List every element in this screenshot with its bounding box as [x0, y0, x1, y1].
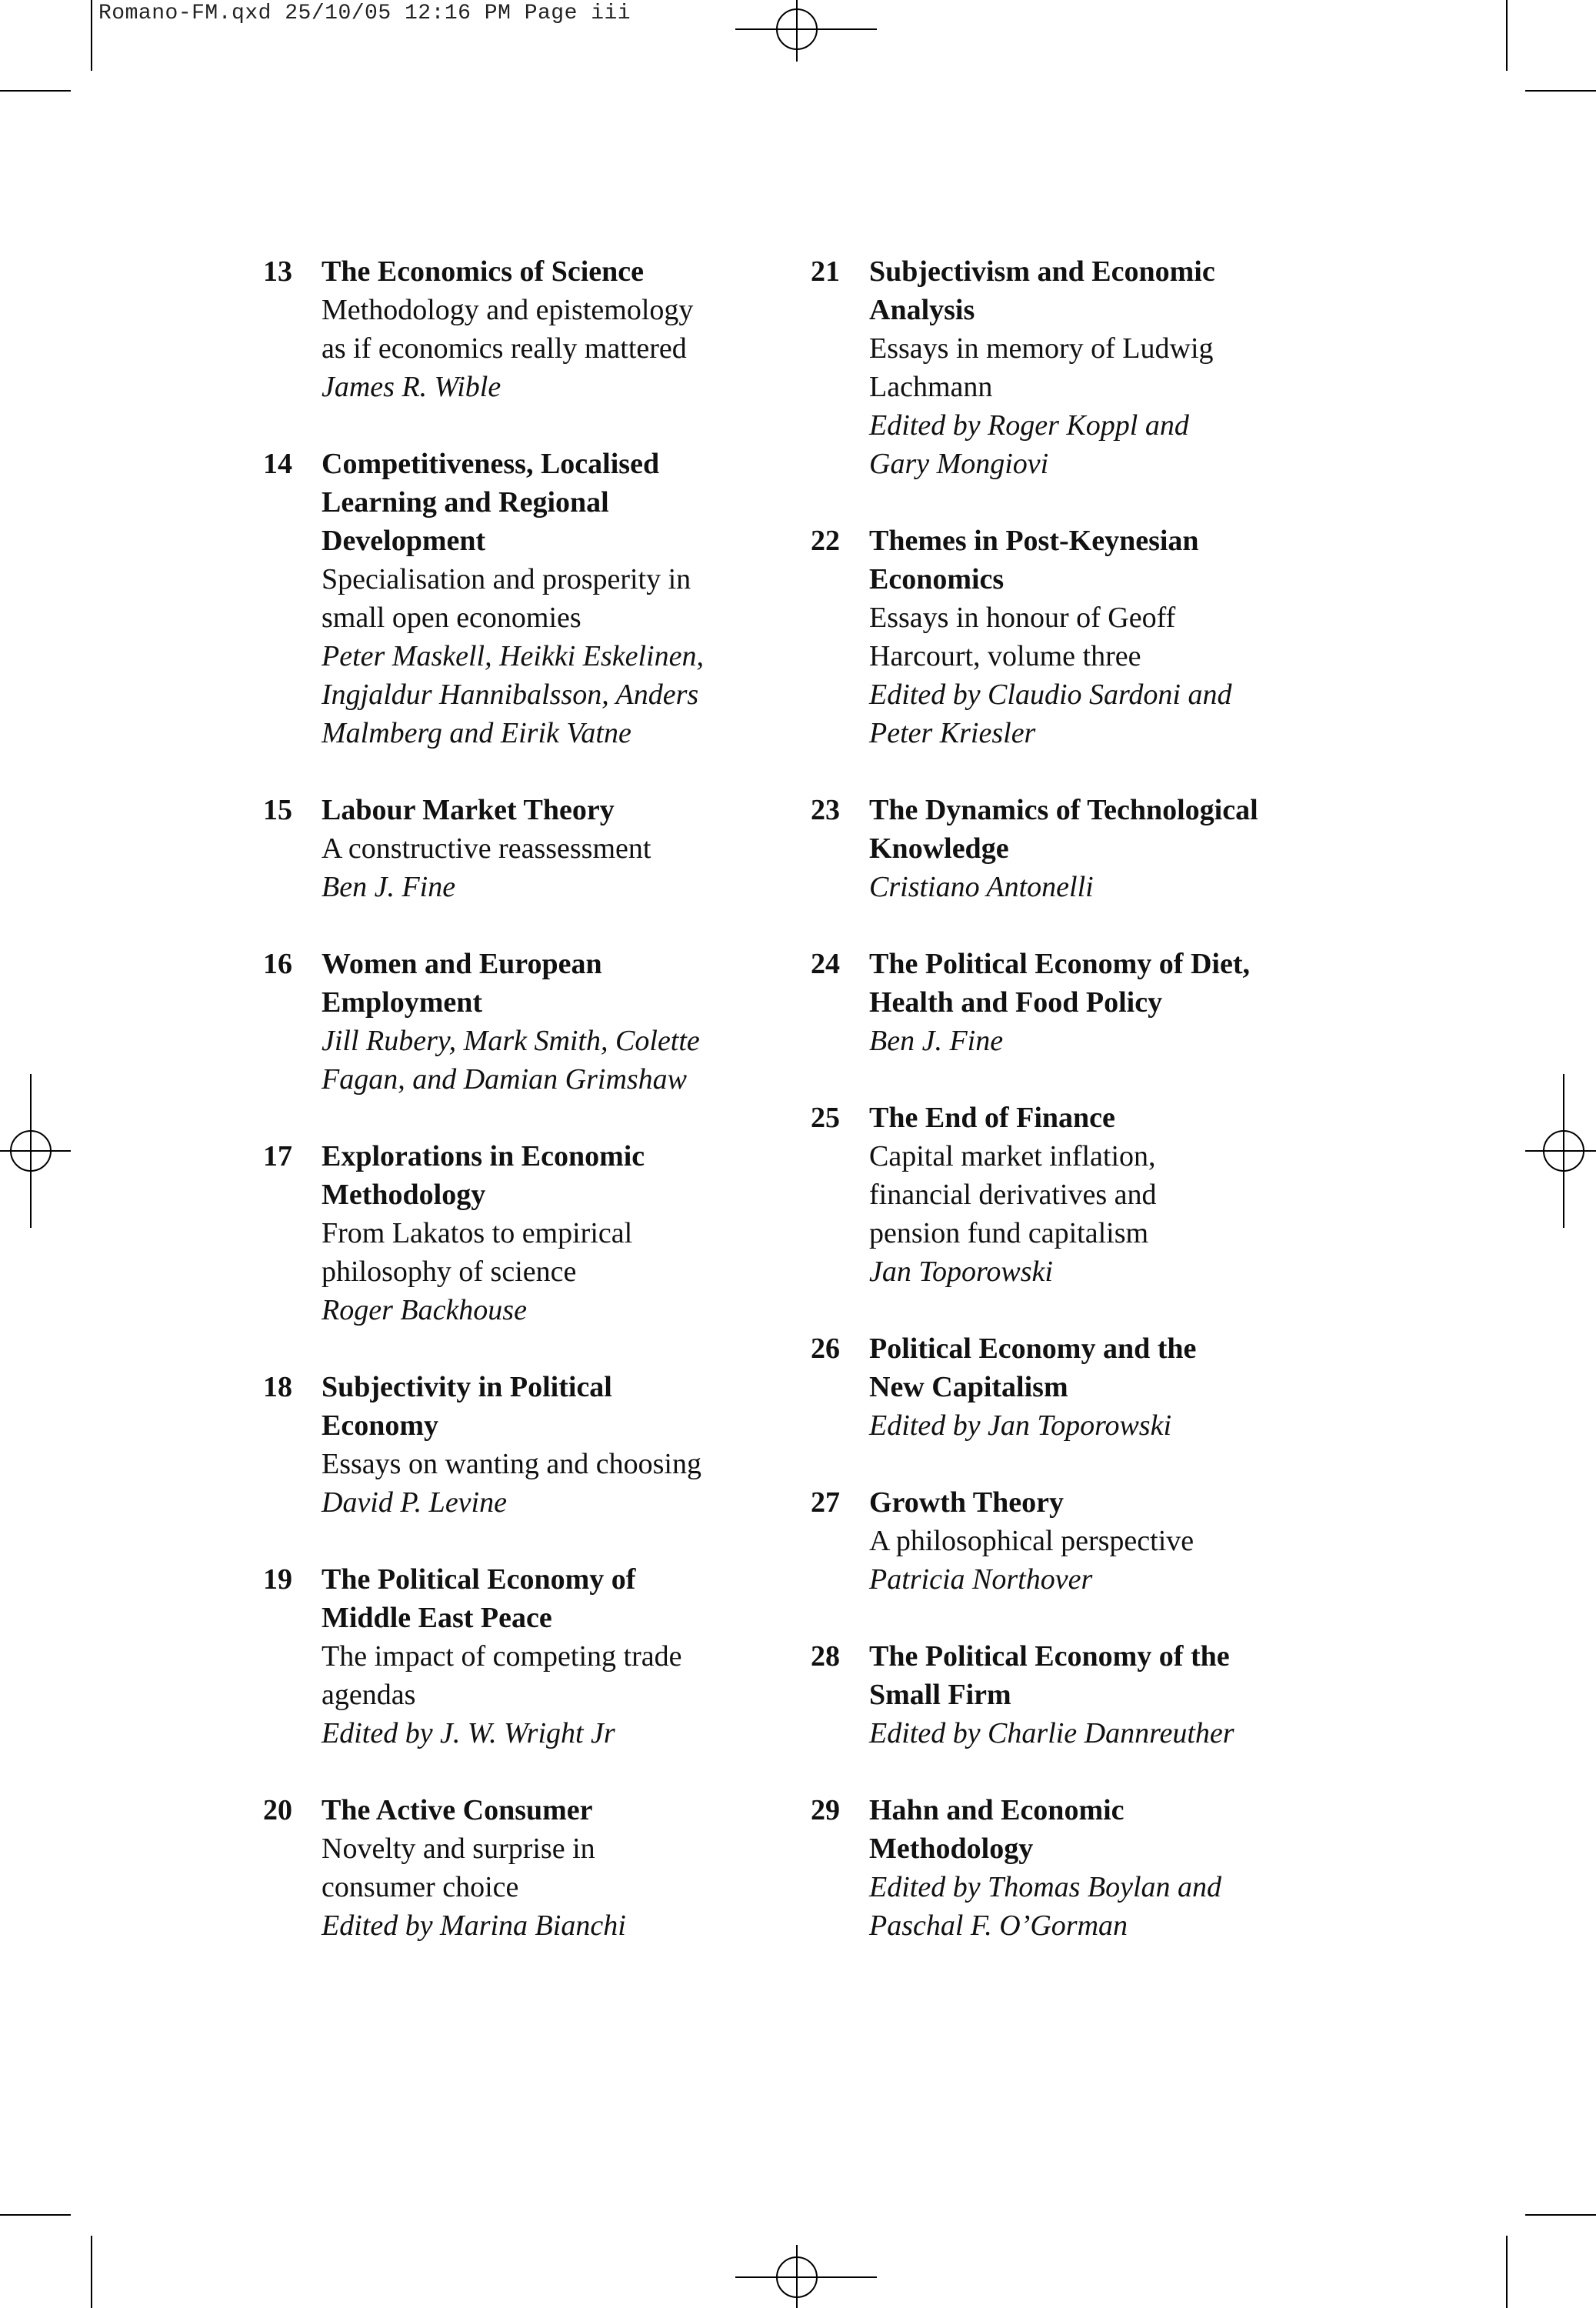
book-title [322, 1137, 755, 1214]
book-title [322, 791, 755, 829]
book-title [869, 522, 1303, 599]
series-number: 16 [263, 948, 292, 980]
book-title-line: Subjectivism and Economic [869, 255, 1215, 288]
series-entry [263, 445, 755, 752]
book-author-line: Edited by Jan Toporowski [869, 1409, 1172, 1442]
book-subtitle [322, 1214, 755, 1291]
book-title [322, 445, 755, 560]
book-title-line: The Dynamics of Technological [869, 794, 1258, 826]
series-entry [263, 791, 755, 906]
book-title-line: Competitiveness, Localised [322, 448, 660, 480]
book-subtitle [869, 599, 1303, 675]
book-author-line: Edited by Marina Bianchi [322, 1909, 626, 1942]
series-entry [811, 1483, 1303, 1599]
book-author-line: Jill Rubery, Mark Smith, Colette [322, 1025, 700, 1057]
book-title-line: Subjectivity in Political [322, 1371, 612, 1403]
series-entry [811, 1791, 1303, 1945]
book-author [869, 1252, 1303, 1291]
book-subtitle-line: philosophy of science [322, 1256, 577, 1288]
book-subtitle [322, 1637, 755, 1714]
series-entry [263, 252, 755, 406]
book-author-line: Edited by Thomas Boylan and [869, 1871, 1222, 1903]
book-title-line: Analysis [869, 294, 975, 326]
series-entry [263, 1137, 755, 1329]
book-subtitle-line: From Lakatos to empirical [322, 1217, 633, 1249]
book-author-line: Ben J. Fine [322, 871, 456, 903]
book-author-line: Patricia Northover [869, 1563, 1093, 1596]
crop-mark-bottom-left-vertical [91, 2236, 92, 2308]
crop-mark-top-right-vertical [1506, 0, 1508, 71]
series-number: 15 [263, 794, 292, 826]
book-subtitle-line: small open economies [322, 602, 581, 634]
series-number: 13 [263, 255, 292, 288]
book-author-line: Edited by Charlie Dannreuther [869, 1717, 1234, 1749]
book-subtitle-line: Essays in honour of Geoff [869, 602, 1176, 634]
series-entry [811, 522, 1303, 752]
crop-mark-bottom-right-horizontal [1525, 2214, 1596, 2216]
book-subtitle [869, 1137, 1303, 1252]
series-number: 27 [811, 1486, 840, 1519]
book-title-line: Methodology [322, 1179, 486, 1211]
book-title-line: Small Firm [869, 1679, 1011, 1711]
series-entry [263, 1368, 755, 1522]
book-title [322, 252, 755, 291]
series-entry [811, 252, 1303, 483]
crop-mark-bottom-left-horizontal [0, 2214, 71, 2216]
book-title-line: The Economics of Science [322, 255, 645, 288]
series-number: 22 [811, 525, 840, 557]
series-number: 29 [811, 1794, 840, 1826]
book-subtitle [869, 329, 1303, 406]
series-entry [811, 1099, 1303, 1291]
book-subtitle-line: Lachmann [869, 371, 993, 403]
book-author-line: Roger Backhouse [322, 1294, 527, 1326]
book-title-line: Explorations in Economic [322, 1140, 645, 1172]
book-title [869, 1637, 1303, 1714]
book-title-line: The End of Finance [869, 1102, 1115, 1134]
book-title-line: The Active Consumer [322, 1794, 593, 1826]
book-author [869, 1022, 1303, 1060]
book-subtitle-line: financial derivatives and [869, 1179, 1157, 1211]
series-number: 14 [263, 448, 292, 480]
book-subtitle-line: as if economics really mattered [322, 332, 687, 365]
book-author-line: David P. Levine [322, 1486, 507, 1519]
book-author-line: Malmberg and Eirik Vatne [322, 717, 631, 749]
book-subtitle-line: consumer choice [322, 1871, 519, 1903]
book-title-line: Themes in Post-Keynesian [869, 525, 1199, 557]
book-author-line: Edited by Roger Koppl and [869, 409, 1189, 442]
book-author [869, 868, 1303, 906]
book-title-line: Methodology [869, 1833, 1034, 1865]
registration-mark-right-icon [1525, 1074, 1596, 1228]
book-title-line: Middle East Peace [322, 1602, 552, 1634]
book-author [322, 1291, 755, 1329]
series-number: 28 [811, 1640, 840, 1673]
book-author [869, 1868, 1303, 1945]
series-number: 26 [811, 1332, 840, 1365]
book-subtitle [322, 291, 755, 368]
book-subtitle [322, 829, 755, 868]
book-author-line: James R. Wible [322, 371, 501, 403]
book-title [869, 1483, 1303, 1522]
book-title [869, 945, 1303, 1022]
series-number: 19 [263, 1563, 292, 1596]
book-subtitle-line: Specialisation and prosperity in [322, 563, 691, 595]
book-subtitle-line: A constructive reassessment [322, 832, 651, 865]
book-title-line: Women and European [322, 948, 602, 980]
series-list-left-column [263, 252, 755, 1983]
book-author-line: Ben J. Fine [869, 1025, 1004, 1057]
book-subtitle-line: Capital market inflation, [869, 1140, 1156, 1172]
book-title-line: Political Economy and the [869, 1332, 1197, 1365]
series-number: 21 [811, 255, 840, 288]
series-entry [263, 1791, 755, 1945]
series-entry [263, 1560, 755, 1753]
book-subtitle [322, 560, 755, 637]
series-number: 25 [811, 1102, 840, 1134]
book-author [322, 1714, 755, 1753]
book-author [322, 1906, 755, 1945]
book-title-line: The Political Economy of [322, 1563, 636, 1596]
book-subtitle-line: Novelty and surprise in [322, 1833, 595, 1865]
book-author-line: Fagan, and Damian Grimshaw [322, 1063, 688, 1096]
book-title-line: The Political Economy of Diet, [869, 948, 1250, 980]
book-title-line: Labour Market Theory [322, 794, 615, 826]
book-title [322, 1560, 755, 1637]
book-author [869, 675, 1303, 752]
registration-mark-left-icon [0, 1074, 71, 1228]
book-author [869, 1406, 1303, 1445]
series-number: 18 [263, 1371, 292, 1403]
book-subtitle-line: pension fund capitalism [869, 1217, 1149, 1249]
book-subtitle-line: Essays on wanting and choosing [322, 1448, 701, 1480]
book-author-line: Cristiano Antonelli [869, 871, 1094, 903]
crop-mark-top-right-horizontal [1525, 90, 1596, 92]
book-author-line: Ingjaldur Hannibalsson, Anders [322, 679, 699, 711]
book-subtitle [322, 1445, 755, 1483]
book-title-line: Growth Theory [869, 1486, 1064, 1519]
book-author [869, 406, 1303, 483]
book-author [322, 637, 755, 752]
book-author [322, 368, 755, 406]
crop-mark-bottom-right-vertical [1506, 2236, 1508, 2308]
registration-mark-bottom-icon [735, 2245, 877, 2308]
book-title-line: New Capitalism [869, 1371, 1068, 1403]
series-number: 20 [263, 1794, 292, 1826]
book-title-line: Economics [869, 563, 1005, 595]
book-subtitle-line: The impact of competing trade [322, 1640, 682, 1673]
series-number: 17 [263, 1140, 292, 1172]
book-author-line: Jan Toporowski [869, 1256, 1053, 1288]
book-title [322, 945, 755, 1022]
book-title-line: Development [322, 525, 486, 557]
crop-mark-top-left-vertical [91, 0, 92, 71]
book-subtitle-line: agendas [322, 1679, 416, 1711]
book-title-line: Learning and Regional [322, 486, 609, 519]
book-title [869, 252, 1303, 329]
series-number: 23 [811, 794, 840, 826]
book-author-line: Paschal F. O’Gorman [869, 1909, 1128, 1942]
book-subtitle-line: Essays in memory of Ludwig [869, 332, 1214, 365]
book-author-line: Edited by Claudio Sardoni and [869, 679, 1232, 711]
book-author-line: Edited by J. W. Wright Jr [322, 1717, 615, 1749]
series-entry [263, 945, 755, 1099]
series-number: 24 [811, 948, 840, 980]
book-subtitle [322, 1829, 755, 1906]
book-subtitle-line: A philosophical perspective [869, 1525, 1195, 1557]
book-title-line: Hahn and Economic [869, 1794, 1125, 1826]
book-subtitle-line: Harcourt, volume three [869, 640, 1141, 672]
book-author-line: Peter Kriesler [869, 717, 1036, 749]
book-title-line: Economy [322, 1409, 438, 1442]
book-title [869, 1791, 1303, 1868]
file-slug: Romano-FM.qxd 25/10/05 12:16 PM Page iii [98, 2, 631, 25]
book-author [322, 1483, 755, 1522]
book-title-line: Health and Food Policy [869, 986, 1163, 1019]
book-author [869, 1560, 1303, 1599]
book-title [322, 1791, 755, 1829]
book-author [869, 1714, 1303, 1753]
book-title-line: The Political Economy of the [869, 1640, 1230, 1673]
book-author-line: Peter Maskell, Heikki Eskelinen, [322, 640, 704, 672]
registration-mark-top-icon [735, 0, 877, 62]
series-entry [811, 945, 1303, 1060]
series-entry [811, 1637, 1303, 1753]
book-title-line: Knowledge [869, 832, 1009, 865]
book-author [322, 868, 755, 906]
series-list-right-column [811, 252, 1303, 1983]
book-title [322, 1368, 755, 1445]
book-author [322, 1022, 755, 1099]
series-entry [811, 1329, 1303, 1445]
book-subtitle [869, 1522, 1303, 1560]
book-title-line: Employment [322, 986, 482, 1019]
series-entry [811, 791, 1303, 906]
crop-mark-top-left-horizontal [0, 90, 71, 92]
book-title [869, 791, 1303, 868]
book-subtitle-line: Methodology and epistemology [322, 294, 694, 326]
book-title [869, 1329, 1303, 1406]
book-author-line: Gary Mongiovi [869, 448, 1049, 480]
book-title [869, 1099, 1303, 1137]
